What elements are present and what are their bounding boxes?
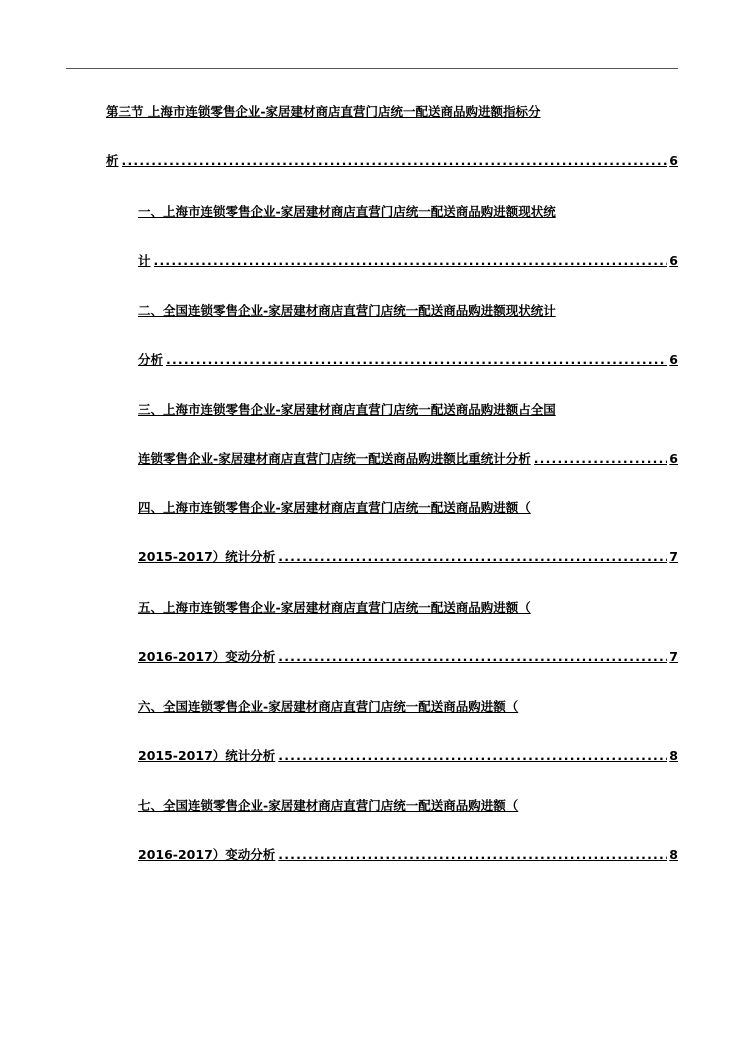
toc-entry-title-cont: 2015-2017）统计分析: [138, 748, 276, 763]
toc-page-number: 8: [669, 847, 678, 862]
dot-leader: [534, 451, 668, 467]
toc-entry-title-cont: 析: [106, 153, 119, 168]
dot-leader: [278, 649, 667, 665]
header-rule: [66, 68, 678, 69]
toc-entry-title-cont: 2016-2017）变动分析: [138, 847, 276, 862]
toc-page-number: 6: [669, 451, 678, 466]
toc-entry-title: 第三节 上海市连锁零售企业-家居建材商店直营门店统一配送商品购进额指标分: [106, 104, 541, 119]
dot-leader: [122, 153, 668, 169]
dot-leader: [278, 847, 667, 863]
toc-page-number: 7: [669, 549, 678, 564]
toc-entry-title-cont: 计: [138, 253, 151, 268]
toc-entry-title: 六、全国连锁零售企业-家居建材商店直营门店统一配送商品购进额（: [138, 699, 519, 714]
toc-entry-title: 四、上海市连锁零售企业-家居建材商店直营门店统一配送商品购进额（: [138, 500, 531, 515]
dot-leader: [166, 352, 667, 368]
toc-page-number: 7: [669, 649, 678, 664]
toc-entry-title-cont: 2016-2017）变动分析: [138, 649, 276, 664]
toc-page-number: 8: [669, 748, 678, 763]
toc-page-number: 6: [669, 153, 678, 168]
toc-entry-title-cont: 分析: [138, 352, 164, 367]
toc-entry-title-cont: 2015-2017）统计分析: [138, 549, 276, 564]
dot-leader: [278, 549, 667, 565]
toc-entry-title: 七、全国连锁零售企业-家居建材商店直营门店统一配送商品购进额（: [138, 798, 519, 813]
toc-entry-title: 一、上海市连锁零售企业-家居建材商店直营门店统一配送商品购进额现状统: [138, 204, 556, 219]
dot-leader: [278, 748, 667, 764]
toc-entry-title: 二、全国连锁零售企业-家居建材商店直营门店统一配送商品购进额现状统计: [138, 303, 556, 318]
dot-leader: [154, 253, 668, 269]
toc-entry-title-cont: 连锁零售企业-家居建材商店直营门店统一配送商品购进额比重统计分析: [138, 451, 531, 466]
toc-page-number: 6: [669, 253, 678, 268]
toc-page-number: 6: [669, 352, 678, 367]
toc-entry-title: 五、上海市连锁零售企业-家居建材商店直营门店统一配送商品购进额（: [138, 600, 531, 615]
toc-entry-title: 三、上海市连锁零售企业-家居建材商店直营门店统一配送商品购进额占全国: [138, 402, 556, 417]
